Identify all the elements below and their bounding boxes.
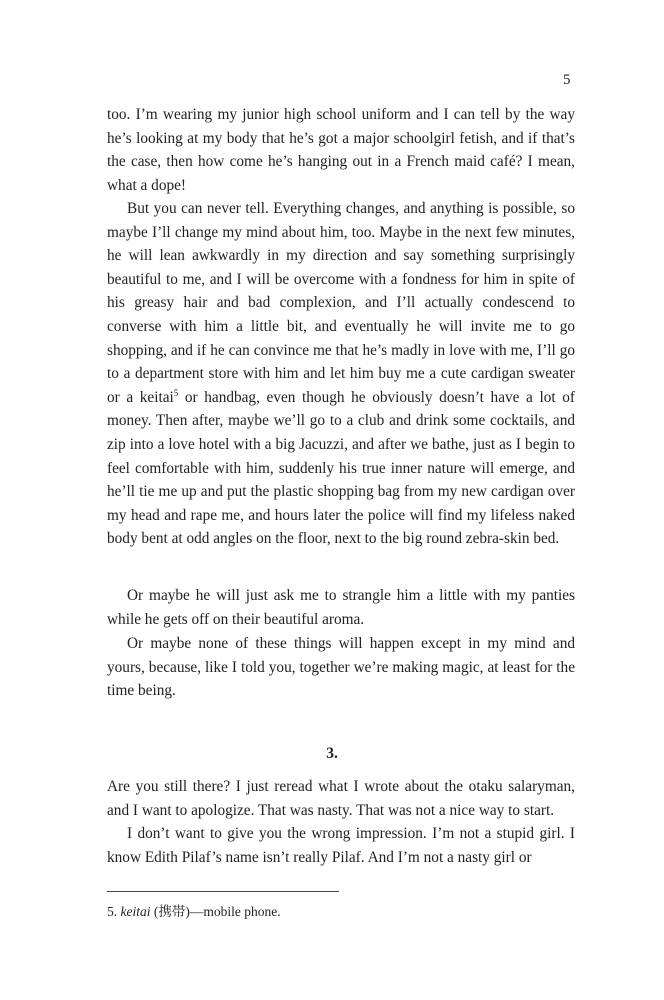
footnote-number: 5. xyxy=(107,904,118,919)
page-number: 5 xyxy=(563,72,571,88)
paragraph-4: Or maybe none of these things will happen except in my mind and yours, because, like I told you, together we’re making magic, at least for the time being. xyxy=(107,635,575,700)
footnote-kanji: (携帯) xyxy=(153,904,190,919)
footnote xyxy=(107,903,575,921)
section-paragraph-1: Are you still there? I just reread what I wrote about the otaku salaryman, and I want to apologize. That was nasty. That was not a nice way to start. xyxy=(107,778,575,819)
footnote-divider xyxy=(107,891,339,892)
footnote-reference: 5 xyxy=(173,387,179,398)
paragraph-3: Or maybe he will just ask me to strangle him a little with my panties while he gets off on their beautiful aroma. xyxy=(107,587,575,628)
footnote-term: keitai xyxy=(120,904,151,919)
footnote-definition: —mobile phone. xyxy=(189,904,281,919)
paragraph-1: too. I’m wearing my junior high school uniform and I can tell by the way he’s looking at my body that he’s got a major schoolgirl fetish, and if that’s the case, then how come he’s hanging out in a French maid café? I mean, what a dope! xyxy=(107,106,575,194)
paragraph-2-text-a: But you can never tell. Everything changes, and anything is possible, so maybe I’ll change my mind about him, too. Maybe in the next few minutes, he will lean awkwardly in my direction and say something surprisingly beautiful to me, and I will be overcome with a fondness for him in spite of his greasy hair and bad complexion, and I’ll actually condescend to converse with him a little bit, and eventually he will invite me to go shopping, and if he can convince me that he’s madly in love with me, I’ll go to a department store with him and let him buy me a cute cardigan sweater or a keitai xyxy=(107,200,575,406)
paragraph-2-text-b: or handbag, even though he obviously doesn’t have a lot of money. Then after, maybe we’ll go to a club and drink some cocktails, and zip into a love hotel with a big Jacuzzi, and after we bathe, just as I begin to feel comfortable with him, suddenly his true inner nature will emerge, and he’ll tie me up and put the plastic shopping bag from my new cardigan over my head and rape me, and hours later the police will find my lifeless naked body bent at odd angles on the floor, next to the big round zebra-skin bed. xyxy=(107,388,575,548)
section-paragraph-2: I don’t want to give you the wrong impression. I’m not a stupid girl. I know Edith Pilaf’s name isn’t really Pilaf. And I’m not a nasty girl or xyxy=(107,825,575,866)
paragraph-2 xyxy=(107,197,575,551)
section-heading: 3. xyxy=(326,745,338,762)
